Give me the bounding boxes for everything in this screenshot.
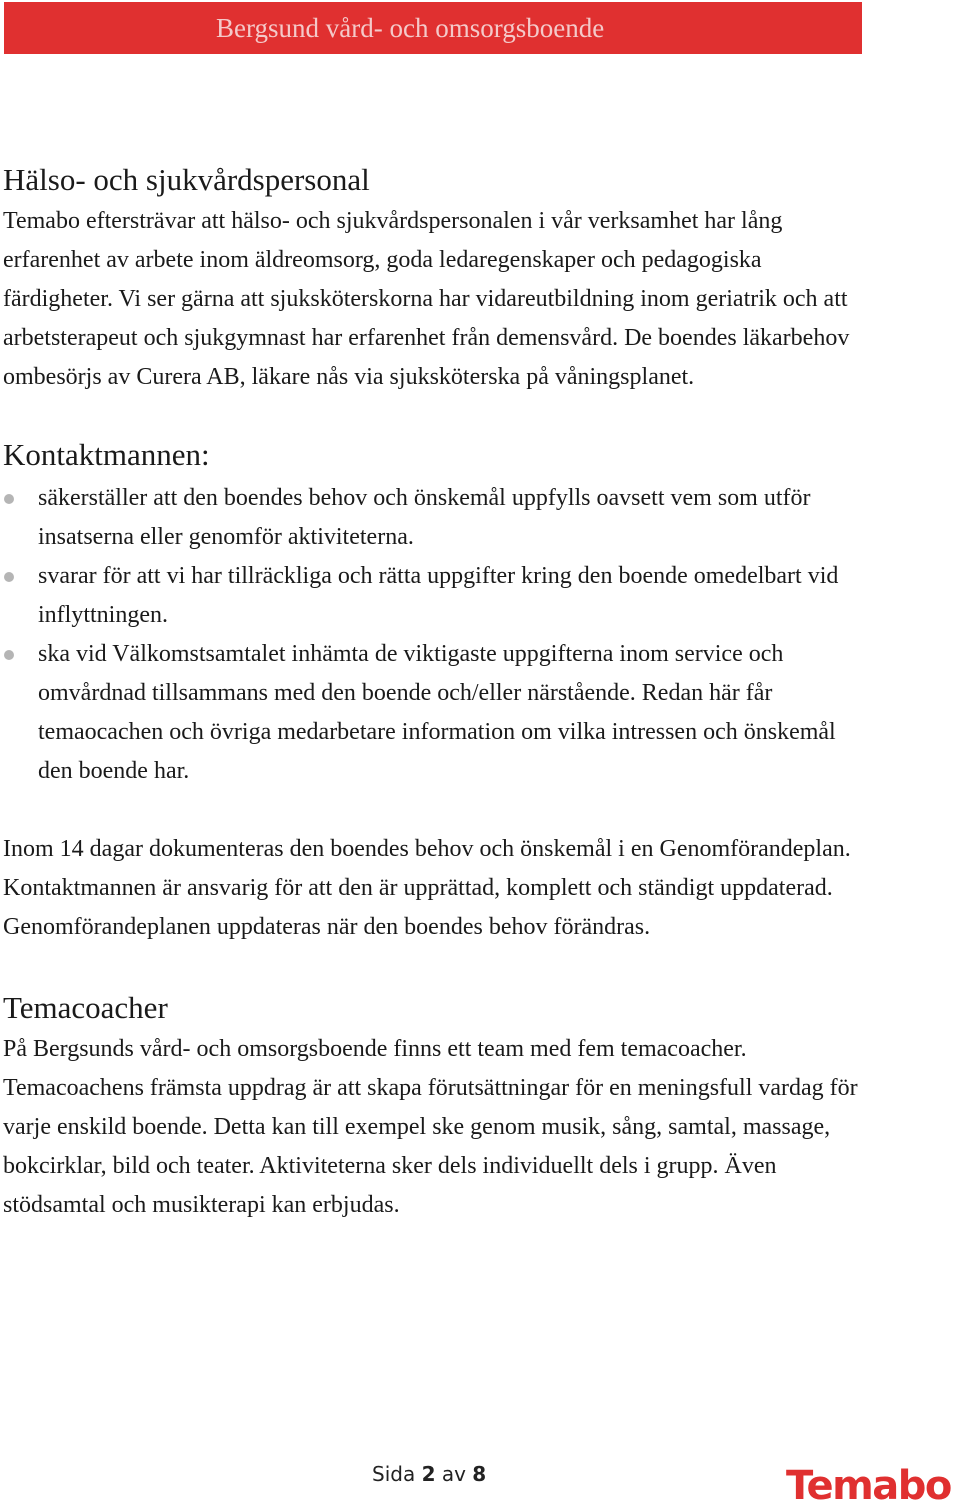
page-separator: av — [441, 1462, 466, 1486]
bullet-icon — [4, 650, 14, 660]
section-paragraph: Inom 14 dagar dokumenteras den boendes behov och önskemål i en Genomförandeplan. Kontaktmannen är ansvarig för att den är upprättad, komplett och ständigt uppdaterad. Genomförandeplanen uppdateras när den boendes behov förändras. — [3, 836, 851, 940]
list-item — [3, 557, 873, 635]
section-theme-coaches — [3, 986, 873, 1225]
section-contact-person — [3, 433, 873, 947]
page-prefix: Sida — [372, 1462, 416, 1486]
page-current: 2 — [421, 1462, 436, 1486]
list-item-text: säkerställer att den boendes behov och önskemål uppfylls oavsett vem som utför insatserna eller genomför aktiviteterna. — [38, 485, 811, 550]
header-title: Bergsund vård- och omsorgsboende — [216, 13, 605, 43]
bullet-list — [3, 479, 873, 791]
section-heading: Temacoacher — [3, 990, 168, 1025]
section-paragraph: På Bergsunds vård- och omsorgsboende finns ett team med fem temacoacher. Temacoachens främsta uppdrag är att skapa förutsättningar för en meningsfull vardag för varje enskild boende. Detta kan till exempel ske genom musik, sång, samtal, massage, bokcirklar, bild och teater. Aktiviteterna sker dels individuellt dels i grupp. Även stödsamtal och musikterapi kan erbjudas. — [3, 1036, 858, 1218]
document-body — [3, 158, 873, 1225]
bullet-icon — [4, 494, 14, 504]
list-item-text: ska vid Välkomstsamtalet inhämta de viktigaste uppgifterna inom service och omvårdnad tillsammans med den boende och/eller närstående. Redan här får temaocachen och övriga medarbetare information om vilka intressen och önskemål den boende har. — [38, 641, 836, 784]
temabo-logo: Temabo — [786, 1463, 951, 1509]
section-heading: Hälso- och sjukvårdspersonal — [3, 162, 370, 197]
page-header — [4, 2, 862, 54]
list-item — [3, 479, 873, 557]
bullet-icon — [4, 572, 14, 582]
list-item-text: svarar för att vi har tillräckliga och rätta uppgifter kring den boende omedelbart vid inflyttningen. — [38, 563, 839, 628]
section-heading: Kontaktmannen: — [3, 437, 210, 472]
page-total: 8 — [472, 1462, 487, 1486]
list-item — [3, 635, 873, 791]
page-number — [372, 1460, 486, 1488]
section-paragraph: Temabo eftersträvar att hälso- och sjukvårdspersonalen i vår verksamhet har lång erfarenhet av arbete inom äldreomsorg, goda ledaregenskaper och pedagogiska färdigheter. Vi ser gärna att sjuksköterskorna har vidareutbildning inom geriatrik och att arbetsterapeut och sjukgymnast har erfarenhet från demensvård. De boendes läkarbehov ombesörjs av Curera AB, läkare nås via sjuksköterska på våningsplanet. — [3, 208, 850, 390]
section-health-staff — [3, 158, 873, 397]
